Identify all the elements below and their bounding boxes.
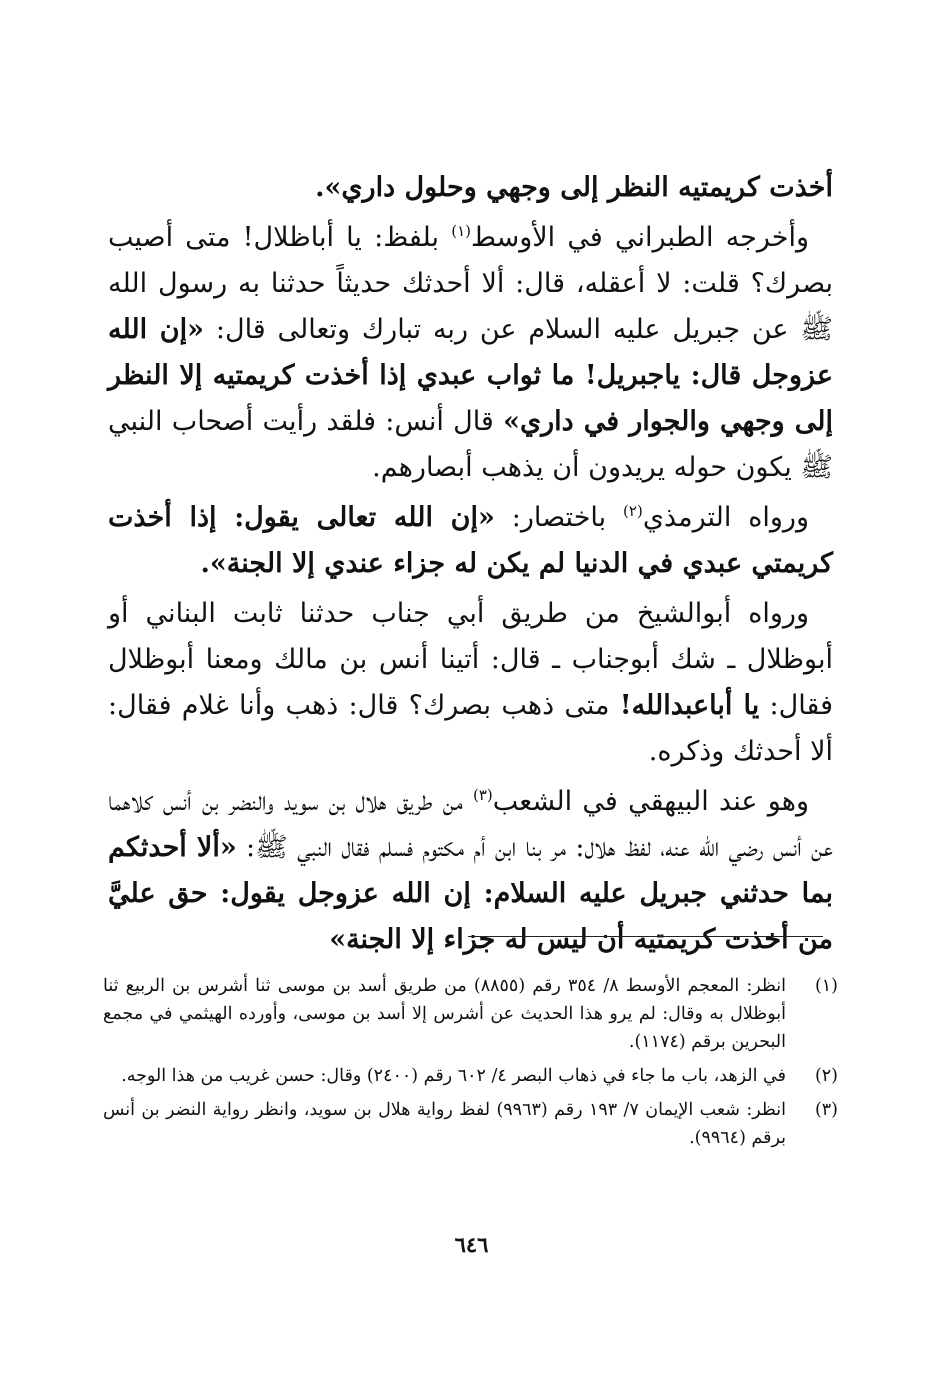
- footnote-number: (٣): [814, 1100, 838, 1120]
- footnote-ref-1[interactable]: (١): [451, 222, 471, 240]
- footnote-1: [103, 972, 838, 1056]
- paragraph-text: وأخرجه الطبراني في الأوسط: [470, 222, 809, 253]
- footnote-ref-3[interactable]: (٣): [473, 786, 493, 804]
- paragraph-3: [108, 495, 833, 587]
- footnote-text: انظر: شعب الإيمان ٧/ ١٩٣ رقم (٩٩٦٣) لفظ رواية هلال بن سويد، وانظر رواية النضر بن أنس برقم (٩٩٦٤).: [103, 1100, 786, 1148]
- hadith-text-bold: أخذت كريمتيه النظر إلى وجهي وحلول داري».: [315, 172, 833, 203]
- footnote-number: (١): [814, 976, 838, 996]
- footnote-text: انظر: المعجم الأوسط ٨/ ٣٥٤ رقم (٨٨٥٥) من طريق أسد بن موسى ثنا أشرس بن الربيع ثنا أبوظلال به وقال: لم يرو هذا الحديث عن أشرس إلا أسد بن موسى، وأورده الهيثمي في مجمع البحرين برقم (١١٧٤).: [103, 976, 786, 1052]
- paragraph-2: [108, 215, 833, 491]
- hadith-text-bold: «إن الله تعالى يقول: إذا أخذت كريمتي عبدي في الدنيا لم يكن له جزاء عندي إلا الجنة».: [108, 502, 833, 579]
- quoted-call-bold: يا أباعبدالله!: [619, 690, 760, 721]
- footnotes: [103, 972, 838, 1158]
- paragraph-text: قال أنس: فلقد رأيت أصحاب النبي ﷺ يكون حوله يريدون أن يذهب أبصارهم.: [108, 406, 833, 483]
- paragraph-text: بلفظ: يا أباظلال! متى أصيب بصرك؟ قلت: لا أعقله، قال: ألا أحدثك حديثاً حدثنا به رسول الله ﷺ عن جبريل عليه السلام عن ربه تبارك وتعالى قال:: [108, 222, 834, 345]
- hadith-text-bold: «إن الله عزوجل قال: ياجبريل! ما ثواب عبدي إذا أخذت كريمتيه إلا النظر إلى وجهي والجوار في داري»: [108, 314, 833, 437]
- paragraph-1: [108, 165, 833, 211]
- paragraph-text: متى ذهب بصرك؟ قال: ذهب وأنا غلام فقال: ألا أحدثك وذكره.: [108, 690, 833, 767]
- footnote-divider: [468, 936, 823, 937]
- paragraph-text: ورواه الترمذي: [642, 502, 810, 533]
- page-number: ٦٤٦: [454, 1232, 489, 1257]
- hadith-text-bold: «ألا أحدثكم بما حدثني جبريل عليه السلام: إن الله عزوجل يقول: حق عليَّ من أخذت كريمتيه أن ليس له جزاء إلا الجنة»: [108, 832, 833, 955]
- footnote-ref-2[interactable]: (٢): [623, 502, 643, 520]
- paragraph-text: ورواه أبوالشيخ من طريق أبي جناب حدثنا ثابت البناني أو أبوظلال ـ شك أبوجناب ـ قال: أتينا أنس بن مالك ومعنا أبوظلال فقال:: [108, 598, 833, 721]
- paragraph-text: باختصار:: [494, 502, 624, 533]
- paragraph-text: وهو عند البيهقي في الشعب: [492, 786, 809, 817]
- paragraph-4: [108, 591, 833, 775]
- footnote-2: [103, 1062, 838, 1090]
- footnote-number: (٢): [814, 1066, 838, 1086]
- main-text: [108, 165, 833, 967]
- paragraph-text: من طريق هلال بن سويد والنضر بن أنس كلاهما عن أنس رضي الله عنه، لفظ هلال: مر بنا ابن أم مكتوم فسلم فقال النبي ﷺ:: [108, 786, 833, 863]
- footnote-3: [103, 1096, 838, 1152]
- footnote-text: في الزهد، باب ما جاء في ذهاب البصر ٤/ ٦٠٢ رقم (٢٤٠٠) وقال: حسن غريب من هذا الوجه.: [121, 1066, 786, 1086]
